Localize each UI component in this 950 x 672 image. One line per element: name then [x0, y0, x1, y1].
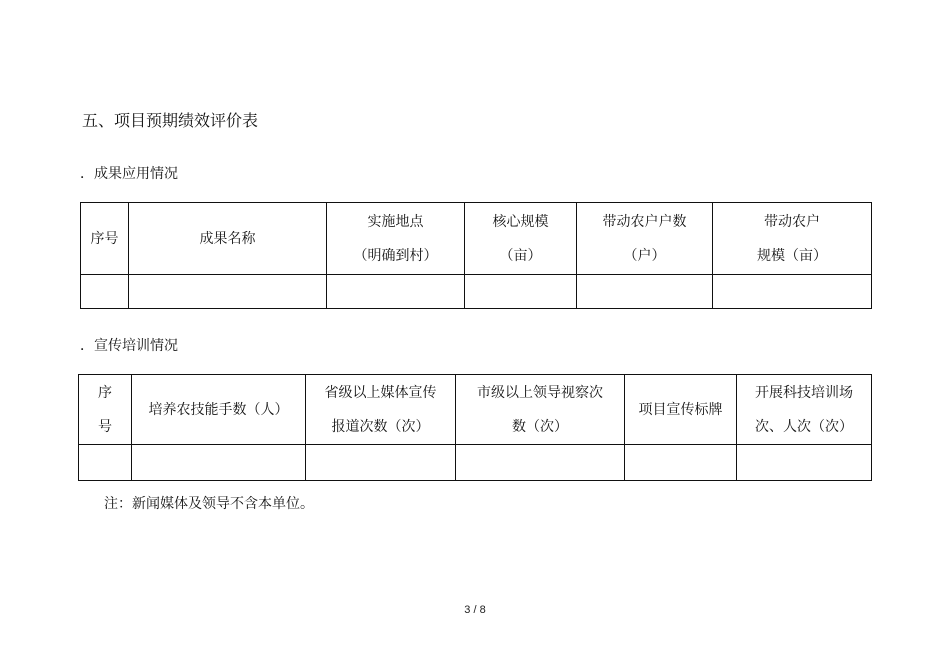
- header-cell-trained-experts: 培养农技能手数（人）: [132, 375, 306, 445]
- header-cell-training-sessions: 开展科技培训场 次、人次（次）: [737, 375, 872, 445]
- section-title: 五、项目预期绩效评价表: [82, 111, 259, 130]
- table-cell[interactable]: [79, 445, 132, 481]
- publicity-training-table: [78, 374, 872, 481]
- table-cell[interactable]: [81, 275, 129, 309]
- header-cell-location: 实施地点 （明确到村）: [327, 203, 465, 275]
- achievement-application-table: [80, 202, 872, 309]
- table-cell[interactable]: [713, 275, 872, 309]
- table-cell[interactable]: [132, 445, 306, 481]
- table-cell[interactable]: [306, 445, 456, 481]
- header-cell-household-scale: 带动农户 规模（亩）: [713, 203, 872, 275]
- table-cell[interactable]: [129, 275, 327, 309]
- header-cell-households: 带动农户户数 （户）: [577, 203, 713, 275]
- subsection-title-publicity-training: ．宣传培训情况: [80, 338, 178, 354]
- footnote: 注：新闻媒体及领导不含本单位。: [104, 496, 314, 512]
- table-row: [81, 275, 872, 309]
- table-cell[interactable]: [456, 445, 625, 481]
- table-cell[interactable]: [737, 445, 872, 481]
- header-cell-provincial-media: 省级以上媒体宣传 报道次数（次）: [306, 375, 456, 445]
- table-cell[interactable]: [327, 275, 465, 309]
- table-cell[interactable]: [577, 275, 713, 309]
- page-number: 3 / 8: [464, 604, 486, 616]
- header-cell-achievement-name: 成果名称: [129, 203, 327, 275]
- table-header-row: [81, 203, 872, 275]
- header-cell-serial: 序 号: [79, 375, 132, 445]
- header-cell-leader-visits: 市级以上领导视察次 数（次）: [456, 375, 625, 445]
- table-cell[interactable]: [465, 275, 577, 309]
- header-cell-core-scale: 核心规模 （亩）: [465, 203, 577, 275]
- subsection-title-achievement-application: ．成果应用情况: [80, 166, 178, 182]
- header-cell-serial: 序号: [81, 203, 129, 275]
- table-row: [79, 445, 872, 481]
- table-cell[interactable]: [625, 445, 737, 481]
- table-header-row: [79, 375, 872, 445]
- header-cell-publicity-signs: 项目宣传标牌: [625, 375, 737, 445]
